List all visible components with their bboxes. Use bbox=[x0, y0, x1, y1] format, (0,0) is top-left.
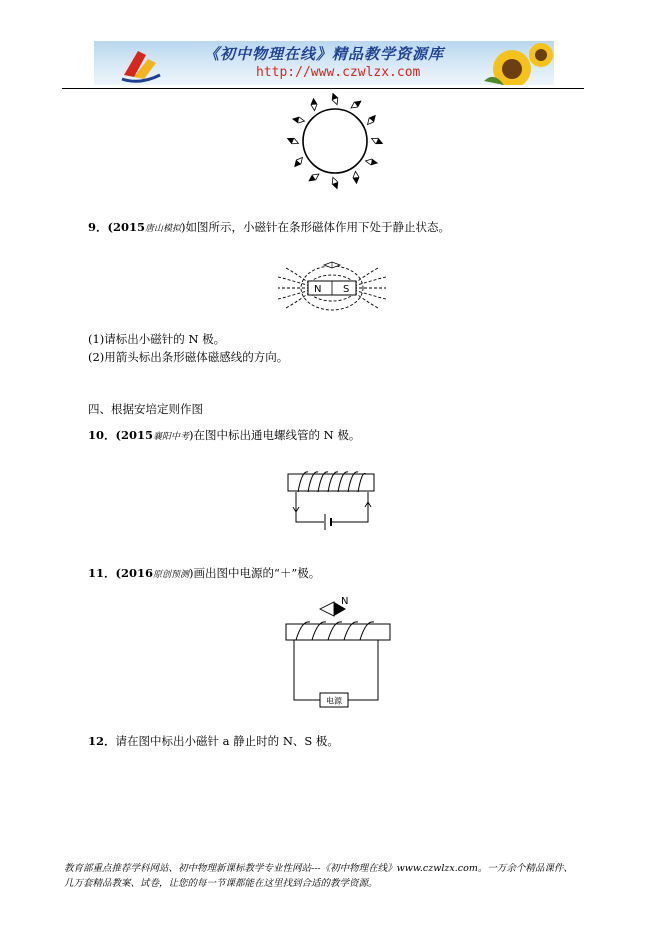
question-9-sub-1: (1)请标出小磁针的 N 极。 bbox=[88, 332, 226, 346]
compass-needle bbox=[352, 171, 359, 183]
compass-needle bbox=[292, 116, 305, 124]
solenoid-core bbox=[288, 474, 374, 491]
ring-circle bbox=[303, 109, 367, 173]
header-rule bbox=[62, 88, 584, 89]
figure-solenoid-power bbox=[282, 590, 394, 712]
power-source-label: 电源 bbox=[326, 696, 342, 706]
logo-icon bbox=[122, 51, 160, 81]
figure-needle-ring bbox=[280, 92, 390, 192]
compass-needle bbox=[370, 136, 383, 147]
figure-bar-magnet bbox=[276, 260, 388, 318]
question-9-sub-2: (2)用箭头标出条形磁体磁感线的方向。 bbox=[88, 350, 289, 364]
needle-n-label: N bbox=[341, 596, 349, 607]
compass-needle bbox=[292, 155, 304, 168]
circuit-wire bbox=[296, 492, 368, 522]
compass-needle bbox=[365, 113, 377, 126]
compass-needle bbox=[286, 136, 299, 147]
section-heading: 四、根据安培定则作图 bbox=[88, 402, 203, 416]
sunflower-icon bbox=[484, 43, 553, 85]
compass-needle bbox=[330, 92, 340, 105]
question-10: 10．(2015襄阳中考)在图中标出通电螺线管的 N 极。 bbox=[88, 428, 361, 442]
compass-needle bbox=[310, 98, 317, 110]
compass-needle bbox=[307, 172, 320, 184]
compass-needle bbox=[330, 176, 340, 189]
small-needle bbox=[324, 262, 340, 268]
magnet-n-label: N bbox=[314, 284, 322, 295]
compass-needle bbox=[349, 99, 362, 111]
question-11: 11．(2016原创预测)画出图中电源的“＋”极。 bbox=[88, 566, 321, 580]
circuit-wire bbox=[294, 640, 378, 700]
header-banner bbox=[94, 41, 554, 85]
question-9: 9．(2015唐山模拟)如图所示，小磁针在条形磁体作用下处于静止状态。 bbox=[88, 220, 450, 234]
compass-needles bbox=[286, 92, 383, 189]
figure-solenoid-battery bbox=[282, 468, 380, 540]
question-12: 12．请在图中标出小磁针 a 静止时的 N、S 极。 bbox=[88, 734, 339, 748]
magnet-s-label: S bbox=[343, 284, 350, 295]
compass-needle bbox=[365, 158, 378, 166]
footer-line-1: 教育部重点推荐学科网站、初中物理新课标教学专业性网站---《初中物理在线》www.czwlzx.com。一万余个精品课件、 bbox=[64, 863, 573, 874]
banner-url: http://www.czwlzx.com bbox=[256, 65, 421, 80]
footer-line-2: 几万套精品教案、试卷，让您的每一节课都能在这里找到合适的教学资源。 bbox=[64, 878, 378, 889]
banner-title: 《初中物理在线》精品教学资源库 bbox=[204, 45, 445, 63]
